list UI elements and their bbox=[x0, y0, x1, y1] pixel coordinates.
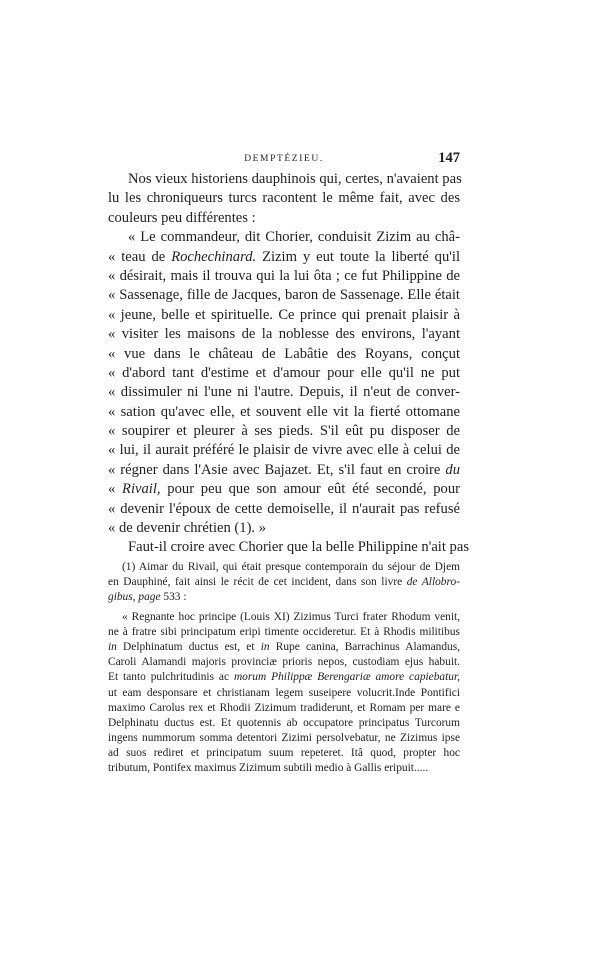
latin-quote-line: ingens nummorum somma detentori Zizimi persolvebatur, ne Zizimus ipse bbox=[108, 732, 460, 745]
italic-author-name: Rivail, bbox=[122, 481, 161, 498]
text-line: Faut-il croire avec Chorier que la belle Philippine n'ait pas bbox=[128, 539, 470, 556]
text-line: « désirait, mais il trouva qui la lui ôta ; ce fut Philippine de bbox=[108, 267, 460, 284]
text-line: « Le commandeur, dit Chorier, conduisit Zizim au châ- bbox=[128, 229, 460, 246]
text-segment: Rupe canina, Barrachinus Alamandus, bbox=[269, 640, 461, 653]
italic-phrase: morum Philippæ Berengariæ amore capiebatur, bbox=[233, 671, 460, 684]
latin-quote-line: Caroli Alamandi majoris provinciæ prioris nepos, custodiam ejus habuit. bbox=[108, 656, 460, 669]
footnote-line bbox=[108, 575, 460, 590]
latin-quote-line bbox=[108, 670, 460, 685]
text-line: « vue dans le château de Labâtie des Royans, conçut bbox=[108, 345, 460, 362]
text-line: « dissimuler ni l'une ni l'autre. Depuis, il n'eut de conver- bbox=[108, 384, 460, 401]
text-line: « de devenir chrétien (1). » bbox=[108, 520, 267, 537]
text-line: couleurs peu différentes : bbox=[108, 209, 256, 226]
text-line: « jeune, belle et spirituelle. Ce prince qui prenait plaisir à bbox=[108, 306, 460, 323]
italic-word: in bbox=[108, 640, 117, 653]
text-segment: « régner dans l'Asie avec Bajazet. Et, s'il faut en croire bbox=[108, 461, 446, 478]
latin-quote-line: tributum, Pontifex maximus Zizimum subtili medio à Gallis eripuit..... bbox=[108, 762, 429, 775]
italic-book-title: gibus, page bbox=[108, 591, 161, 604]
latin-quote-line: maximo Carolus rex et Rhodii Zizimum tradiderunt, et Romam per mare e bbox=[108, 701, 460, 714]
text-segment: 533 : bbox=[160, 591, 187, 604]
text-line: « visiter les maisons de la noblesse des environs, l'ayant bbox=[108, 326, 460, 343]
italic-author-name: du bbox=[445, 461, 460, 478]
latin-quote-line: « Regnante hoc principe (Louis XI) Zizimus Turci frater Rhodum venit, bbox=[122, 610, 460, 623]
text-segment: en Dauphiné, fait ainsi le récit de cet incident, dans son livre bbox=[108, 576, 407, 589]
page-number: 147 bbox=[438, 150, 460, 166]
text-segment: « teau de bbox=[108, 248, 172, 265]
text-line: lu les chroniqueurs turcs racontent le même fait, avec des bbox=[108, 190, 460, 207]
text-line: « devenir l'époux de cette demoiselle, il n'aurait pas refusé bbox=[108, 500, 460, 517]
text-segment: Delphinatum ductus est, et bbox=[116, 640, 261, 653]
italic-book-title: de Allobro- bbox=[406, 576, 461, 589]
latin-quote-line bbox=[108, 640, 460, 655]
text-line bbox=[108, 248, 460, 267]
text-segment: « bbox=[108, 481, 123, 498]
text-line: « Sassenage, fille de Jacques, baron de Sassenage. Elle était bbox=[108, 287, 460, 304]
text-line bbox=[108, 480, 460, 499]
footnote-line bbox=[108, 590, 460, 605]
running-head bbox=[108, 150, 460, 168]
text-line: « lui, il aurait préféré le plaisir de vivre avec elle à celui de bbox=[108, 442, 460, 459]
latin-quote-line: ut eam desponsare et christianam legem suseipere volucrit.Inde Pontifici bbox=[108, 686, 460, 699]
text-line: « soupirer et pleurer à ses pieds. S'il eût pu disposer de bbox=[108, 423, 460, 440]
italic-word: in bbox=[260, 640, 270, 653]
latin-quote-line: ad suos rediret et principatum suum repeteret. Itâ quod, propter hoc bbox=[108, 747, 460, 760]
latin-quote-line: Delphinatu ductus est. Et quotennis ab occupatore principatus Turcorum bbox=[108, 716, 460, 729]
text-line bbox=[108, 461, 460, 480]
body-text bbox=[108, 170, 470, 558]
footnote-block bbox=[108, 560, 460, 777]
text-segment: Zizim y eut toute la liberté qu'il bbox=[256, 248, 460, 265]
text-segment: pour peu que son amour eût été secondé, pour bbox=[160, 481, 460, 498]
latin-quote-line: ne à fratre sibi principatum eripi timente occideretur. Et à Rhodis militibus bbox=[108, 625, 460, 638]
italic-place-name: Rochechinard. bbox=[171, 248, 257, 265]
text-line: « sation qu'avec elle, et souvent elle vit la fierté ottomane bbox=[108, 403, 460, 420]
text-line: Nos vieux historiens dauphinois qui, certes, n'avaient pas bbox=[128, 171, 462, 187]
footnote-line: (1) Aimar du Rivail, qui était presque contemporain du séjour de Djem bbox=[122, 561, 460, 573]
text-line: « d'abord tant d'estime et d'amour pour elle qu'il ne put bbox=[108, 364, 460, 381]
text-segment: Et tanto pulchritudinis ac bbox=[108, 671, 234, 684]
running-title: DEMPTÉZIEU. bbox=[244, 154, 324, 164]
